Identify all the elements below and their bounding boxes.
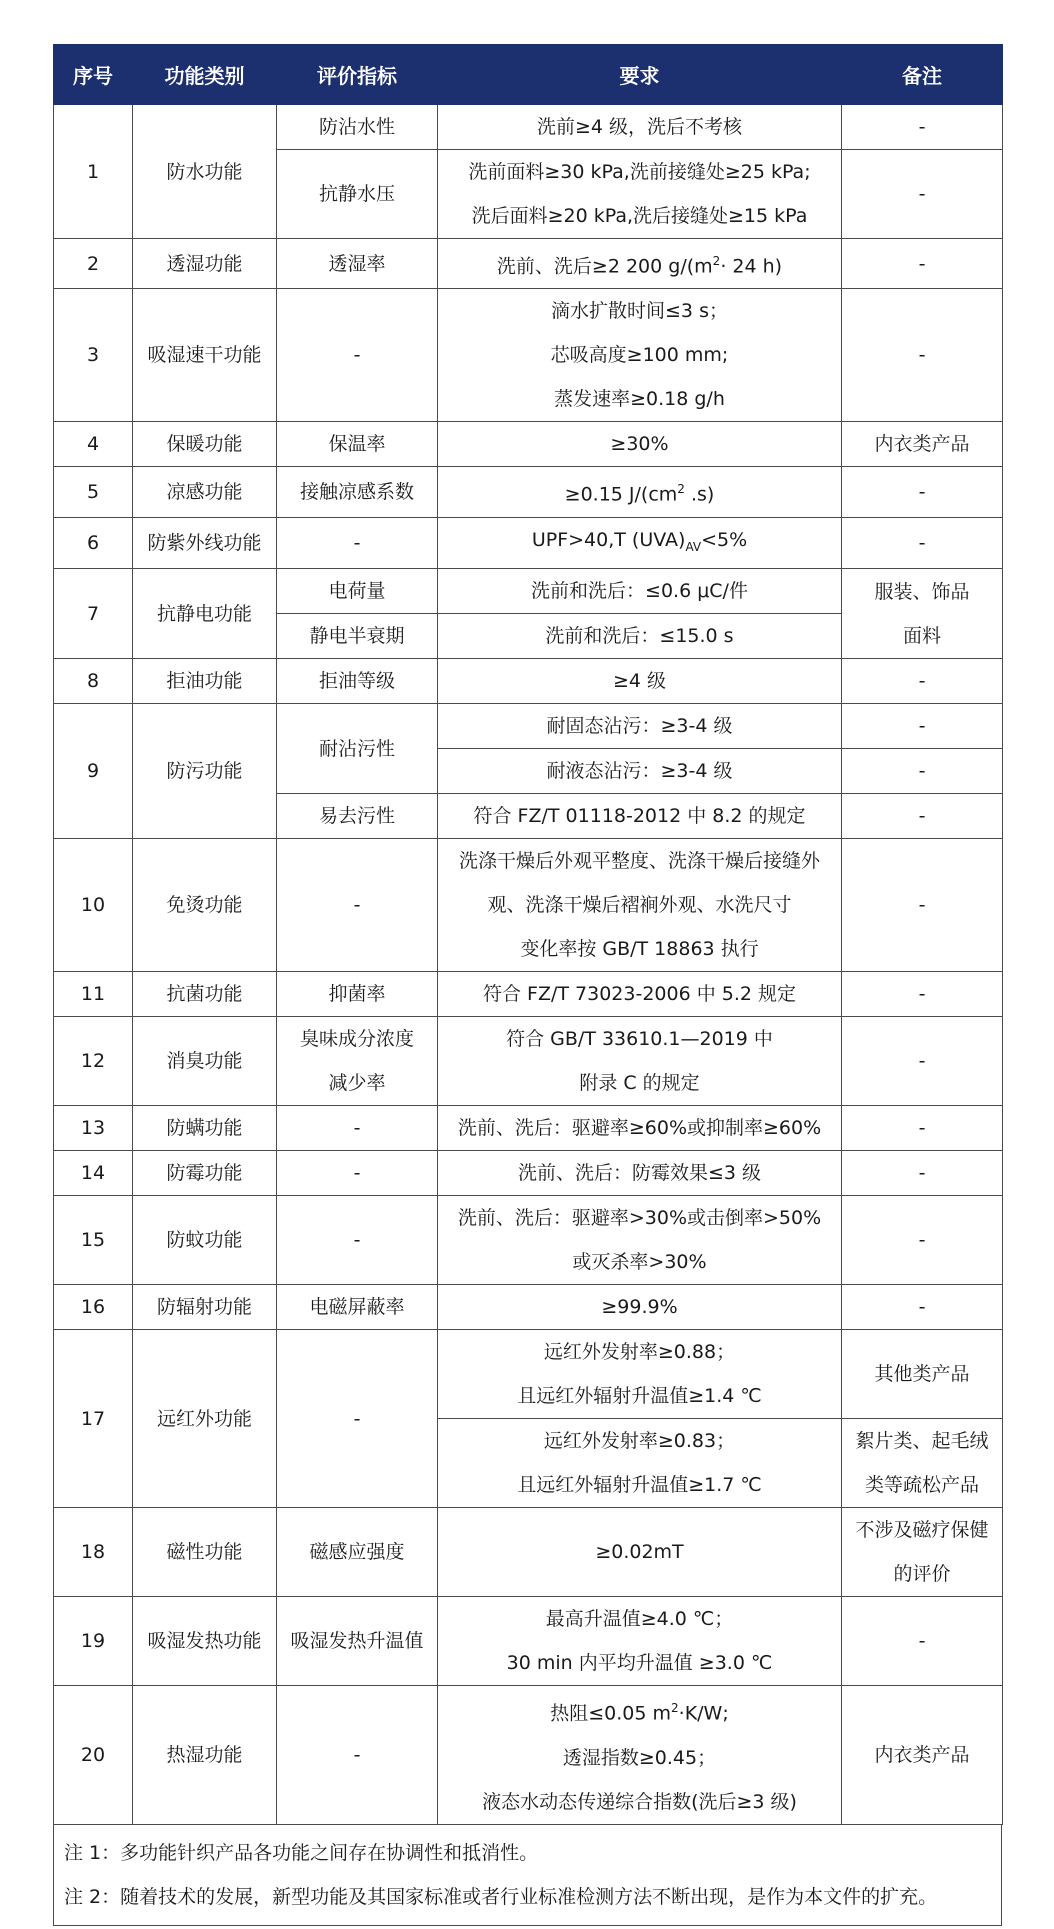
table-row	[54, 105, 1003, 150]
table-row	[54, 1196, 1003, 1285]
row-remark: 内衣类产品	[842, 422, 1003, 467]
row-indicator: 保温率	[277, 422, 438, 467]
requirement-text: UPF>40,T (UVA)	[531, 528, 686, 551]
table-row	[54, 1106, 1003, 1151]
row-indicator: 易去污性	[277, 794, 438, 839]
row-number: 14	[54, 1151, 133, 1196]
row-remark: -	[842, 659, 1003, 704]
row-category: 吸湿速干功能	[133, 289, 277, 422]
indicator-line: 减少率	[328, 1072, 386, 1095]
remark-line: 不涉及磁疗保健	[855, 1519, 989, 1542]
row-number: 8	[54, 659, 133, 704]
row-requirement: ≥30%	[438, 422, 842, 467]
row-remark: -	[842, 1285, 1003, 1330]
row-category: 防污功能	[133, 704, 277, 839]
row-category: 防紫外线功能	[133, 517, 277, 569]
row-requirement	[438, 150, 842, 239]
requirement-line: 观、洗涤干燥后褶裥外观、水洗尺寸	[487, 894, 792, 917]
requirement-line: 且远红外辐射升温值≥1.4 ℃	[517, 1385, 762, 1408]
table-row	[54, 1508, 1003, 1597]
requirement-line: 透湿指数≥0.45；	[562, 1746, 717, 1769]
row-requirement	[438, 839, 842, 972]
table-row	[54, 1151, 1003, 1196]
row-requirement	[438, 517, 842, 569]
row-requirement: 洗前≥4 级，洗后不考核	[438, 105, 842, 150]
table-row	[54, 1686, 1003, 1824]
superscript: 2	[712, 254, 721, 268]
row-remark: 服装、饰品	[842, 569, 1003, 614]
row-requirement	[438, 1597, 842, 1686]
note-1: 注 1：多功能针织产品各功能之间存在协调性和抵消性。	[64, 1841, 539, 1864]
row-category: 拒油功能	[133, 659, 277, 704]
row-category: 抗菌功能	[133, 972, 277, 1017]
row-requirement	[438, 1686, 842, 1824]
row-indicator: -	[277, 1330, 438, 1508]
requirement-line: 蒸发速率≥0.18 g/h	[554, 388, 725, 411]
row-indicator: 拒油等级	[277, 659, 438, 704]
requirement-text: ≥0.15 J/(cm	[564, 483, 678, 506]
requirement-line: 且远红外辐射升温值≥1.7 ℃	[517, 1474, 762, 1497]
subscript: AV	[685, 539, 702, 554]
row-number: 19	[54, 1597, 133, 1686]
row-remark: -	[842, 1597, 1003, 1686]
row-remark: -	[842, 517, 1003, 569]
row-remark: -	[842, 1196, 1003, 1285]
requirement-line: 洗前、洗后：驱避率>30%或击倒率>50%	[457, 1207, 822, 1230]
requirement-line: 附录 C 的规定	[579, 1072, 700, 1095]
table-row	[54, 1017, 1003, 1106]
row-requirement	[438, 1419, 842, 1508]
row-number: 2	[54, 239, 133, 289]
requirement-text: .s)	[684, 483, 715, 506]
row-remark: 内衣类产品	[842, 1686, 1003, 1824]
requirement-line: 液态水动态传递综合指数(洗后≥3 级)	[482, 1790, 797, 1813]
table-row	[54, 467, 1003, 517]
row-number: 6	[54, 517, 133, 569]
row-category: 防水功能	[133, 105, 277, 239]
row-category: 吸湿发热功能	[133, 1597, 277, 1686]
row-indicator: 抑菌率	[277, 972, 438, 1017]
row-requirement	[438, 467, 842, 517]
row-remark: -	[842, 150, 1003, 239]
requirement-line: 符合 GB/T 33610.1—2019 中	[506, 1028, 773, 1051]
row-requirement: 符合 FZ/T 73023-2006 中 5.2 规定	[438, 972, 842, 1017]
table-row	[54, 517, 1003, 569]
row-number: 13	[54, 1106, 133, 1151]
spec-table-container	[53, 44, 1002, 1926]
row-requirement	[438, 1017, 842, 1106]
requirement-line: 30 min 内平均升温值 ≥3.0 ℃	[506, 1652, 773, 1675]
row-category: 热湿功能	[133, 1686, 277, 1824]
row-indicator: -	[277, 1686, 438, 1824]
remark-line: 的评价	[893, 1563, 951, 1586]
table-row	[54, 1285, 1003, 1330]
row-remark: -	[842, 1106, 1003, 1151]
row-number: 16	[54, 1285, 133, 1330]
row-remark: -	[842, 1151, 1003, 1196]
row-indicator: 防沾水性	[277, 105, 438, 150]
row-remark: -	[842, 1017, 1003, 1106]
row-indicator: 磁感应强度	[277, 1508, 438, 1597]
indicator-line: 臭味成分浓度	[299, 1028, 414, 1051]
row-remark: -	[842, 239, 1003, 289]
requirement-line: 滴水扩散时间≤3 s；	[551, 300, 728, 323]
row-requirement: 耐液态沾污：≥3-4 级	[438, 749, 842, 794]
row-remark: -	[842, 289, 1003, 422]
row-remark: -	[842, 704, 1003, 749]
row-requirement: ≥0.02mT	[438, 1508, 842, 1597]
row-category: 保暖功能	[133, 422, 277, 467]
header-indicator: 评价指标	[277, 45, 438, 105]
row-remark: 面料	[842, 614, 1003, 659]
row-number: 12	[54, 1017, 133, 1106]
table-row	[54, 239, 1003, 289]
row-number: 5	[54, 467, 133, 517]
row-indicator: 静电半衰期	[277, 614, 438, 659]
row-indicator: -	[277, 1151, 438, 1196]
table-row	[54, 1597, 1003, 1686]
table-row	[54, 972, 1003, 1017]
row-indicator: 抗静水压	[277, 150, 438, 239]
header-requirement: 要求	[438, 45, 842, 105]
requirement-text: 热阻≤0.05 m	[550, 1702, 672, 1725]
table-row	[54, 422, 1003, 467]
row-number: 4	[54, 422, 133, 467]
requirement-line: 远红外发射率≥0.83；	[543, 1430, 736, 1453]
requirement-line	[444, 1686, 835, 1735]
requirement-line: 洗涤干燥后外观平整度、洗涤干燥后接缝外	[458, 850, 820, 873]
row-indicator: -	[277, 1196, 438, 1285]
header-remark: 备注	[842, 45, 1003, 105]
row-category: 防蚊功能	[133, 1196, 277, 1285]
requirement-line: 最高升温值≥4.0 ℃；	[545, 1608, 734, 1631]
row-category: 防螨功能	[133, 1106, 277, 1151]
header-category: 功能类别	[133, 45, 277, 105]
function-requirements-table	[53, 44, 1003, 1825]
superscript: 2	[677, 482, 685, 497]
row-indicator: 吸湿发热升温值	[277, 1597, 438, 1686]
row-number: 11	[54, 972, 133, 1017]
row-requirement	[438, 239, 842, 289]
row-remark: -	[842, 794, 1003, 839]
row-indicator: 接触凉感系数	[277, 467, 438, 517]
row-requirement	[438, 1196, 842, 1285]
table-notes	[53, 1825, 1002, 1926]
row-category: 防辐射功能	[133, 1285, 277, 1330]
row-number: 7	[54, 569, 133, 659]
row-indicator: -	[277, 517, 438, 569]
row-indicator: 电磁屏蔽率	[277, 1285, 438, 1330]
row-requirement: 洗前和洗后：≤0.6 μC/件	[438, 569, 842, 614]
row-category: 磁性功能	[133, 1508, 277, 1597]
row-requirement	[438, 289, 842, 422]
row-remark: -	[842, 749, 1003, 794]
row-remark: -	[842, 105, 1003, 150]
row-requirement: 耐固态沾污：≥3-4 级	[438, 704, 842, 749]
requirement-text: · 24 h)	[720, 255, 783, 278]
row-number: 17	[54, 1330, 133, 1508]
row-number: 20	[54, 1686, 133, 1824]
row-remark: -	[842, 972, 1003, 1017]
row-category: 远红外功能	[133, 1330, 277, 1508]
row-indicator: -	[277, 289, 438, 422]
remark-line: 类等疏松产品	[864, 1474, 979, 1497]
table-row	[54, 659, 1003, 704]
row-number: 1	[54, 105, 133, 239]
row-requirement: 符合 FZ/T 01118-2012 中 8.2 的规定	[438, 794, 842, 839]
table-row	[54, 289, 1003, 422]
row-remark: 其他类产品	[842, 1330, 1003, 1419]
row-category: 透湿功能	[133, 239, 277, 289]
table-row	[54, 839, 1003, 972]
row-requirement: 洗前和洗后：≤15.0 s	[438, 614, 842, 659]
row-category: 消臭功能	[133, 1017, 277, 1106]
table-row	[54, 569, 1003, 614]
requirement-line: 洗前面料≥30 kPa,洗前接缝处≥25 kPa;	[468, 161, 811, 183]
table-row	[54, 704, 1003, 749]
header-no: 序号	[54, 45, 133, 105]
requirement-line: 洗后面料≥20 kPa,洗后接缝处≥15 kPa	[471, 205, 808, 227]
row-requirement: 洗前、洗后：防霉效果≤3 级	[438, 1151, 842, 1196]
row-indicator: 耐沾污性	[277, 704, 438, 794]
header-row	[54, 45, 1003, 105]
row-number: 18	[54, 1508, 133, 1597]
requirement-line: 变化率按 GB/T 18863 执行	[520, 938, 759, 961]
requirement-text: ·K/W;	[678, 1702, 729, 1725]
row-remark	[842, 1508, 1003, 1597]
superscript: 2	[671, 1701, 679, 1716]
row-number: 3	[54, 289, 133, 422]
row-number: 9	[54, 704, 133, 839]
row-number: 15	[54, 1196, 133, 1285]
row-remark	[842, 1419, 1003, 1508]
requirement-text: <5%	[701, 528, 748, 551]
remark-line: 絮片类、起毛绒	[855, 1430, 989, 1453]
row-remark: -	[842, 467, 1003, 517]
row-indicator: 透湿率	[277, 239, 438, 289]
requirement-line: 芯吸高度≥100 mm;	[550, 344, 729, 367]
row-category: 免烫功能	[133, 839, 277, 972]
row-indicator: -	[277, 1106, 438, 1151]
row-number: 10	[54, 839, 133, 972]
row-requirement: ≥99.9%	[438, 1285, 842, 1330]
row-indicator: 电荷量	[277, 569, 438, 614]
note-2: 注 2：随着技术的发展，新型功能及其国家标准或者行业标准检测方法不断出现，是作为本文件的扩充。	[64, 1885, 938, 1908]
requirement-text: 洗前、洗后≥2 200 g/(m	[496, 255, 713, 278]
row-indicator	[277, 1017, 438, 1106]
requirement-line: 远红外发射率≥0.88；	[543, 1341, 736, 1364]
row-requirement: ≥4 级	[438, 659, 842, 704]
row-requirement	[438, 1330, 842, 1419]
row-indicator: -	[277, 839, 438, 972]
row-requirement: 洗前、洗后：驱避率≥60%或抑制率≥60%	[438, 1106, 842, 1151]
table-row	[54, 1330, 1003, 1419]
row-category: 防霉功能	[133, 1151, 277, 1196]
row-remark: -	[842, 839, 1003, 972]
requirement-line: 或灭杀率>30%	[572, 1251, 707, 1274]
row-category: 抗静电功能	[133, 569, 277, 659]
row-category: 凉感功能	[133, 467, 277, 517]
